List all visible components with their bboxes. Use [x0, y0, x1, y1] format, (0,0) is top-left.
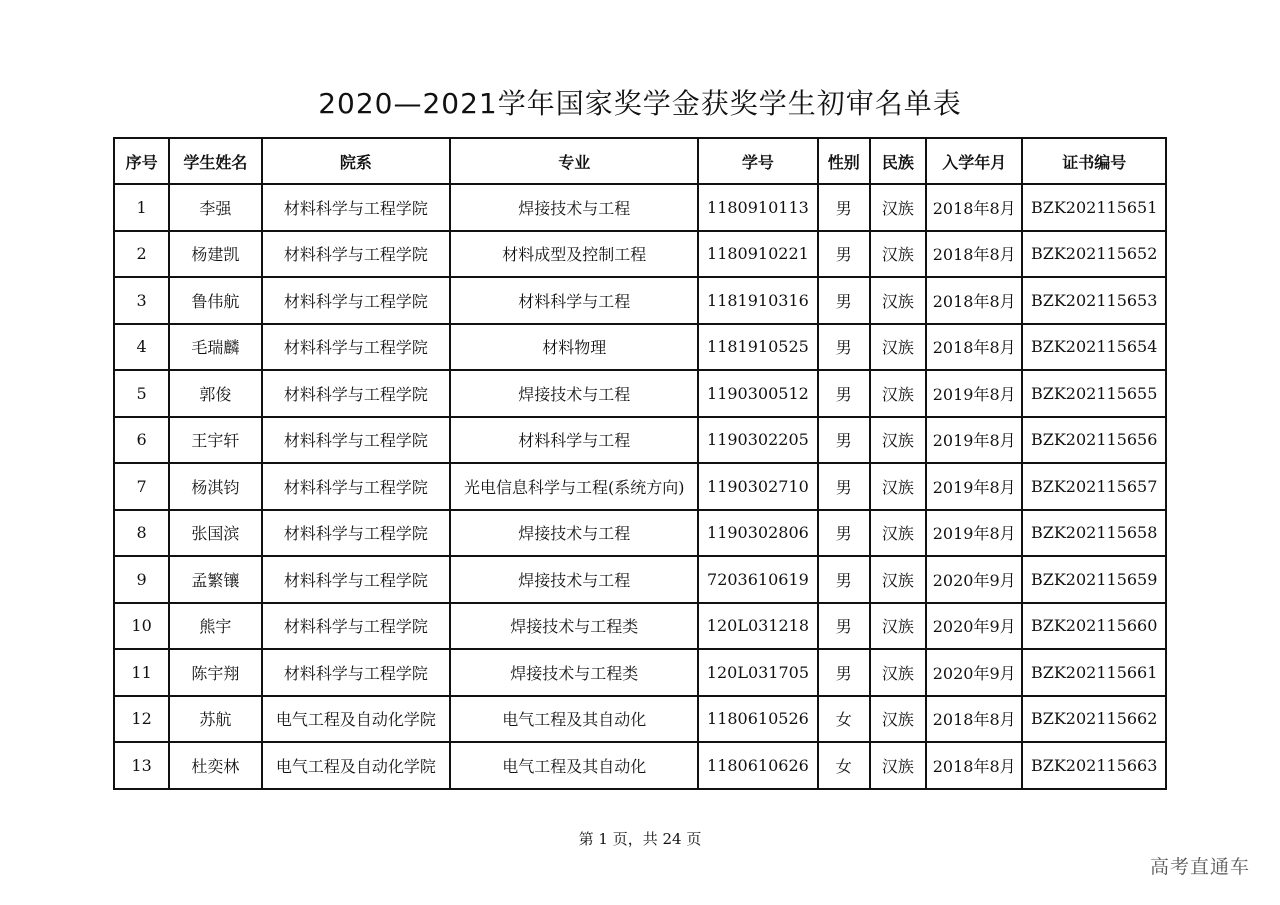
- cell-ethnicity: 汉族: [870, 603, 926, 650]
- table-row: [114, 603, 1166, 650]
- cell-major: 焊接技术与工程: [450, 556, 698, 603]
- cell-student-id: 1181910525: [698, 324, 817, 371]
- cell-gender: 男: [818, 277, 870, 324]
- cell-student-id: 1190302806: [698, 510, 817, 557]
- cell-department: 材料科学与工程学院: [262, 417, 451, 464]
- table-row: [114, 696, 1166, 743]
- header-department: 院系: [262, 138, 451, 184]
- header-certificate-number: 证书编号: [1022, 138, 1166, 184]
- cell-major: 焊接技术与工程类: [450, 649, 698, 696]
- cell-certificate-number: BZK202115659: [1022, 556, 1166, 603]
- cell-department: 电气工程及自动化学院: [262, 696, 451, 743]
- cell-major: 焊接技术与工程: [450, 510, 698, 557]
- cell-student-id: 7203610619: [698, 556, 817, 603]
- cell-ethnicity: 汉族: [870, 696, 926, 743]
- cell-department: 材料科学与工程学院: [262, 370, 451, 417]
- cell-enrollment-date: 2018年8月: [926, 742, 1022, 789]
- cell-enrollment-date: 2019年8月: [926, 463, 1022, 510]
- cell-student-name: 孟繁镶: [169, 556, 261, 603]
- cell-ethnicity: 汉族: [870, 324, 926, 371]
- cell-certificate-number: BZK202115654: [1022, 324, 1166, 371]
- cell-enrollment-date: 2018年8月: [926, 277, 1022, 324]
- header-student-id: 学号: [698, 138, 817, 184]
- cell-major: 材料物理: [450, 324, 698, 371]
- cell-gender: 男: [818, 556, 870, 603]
- cell-index: 4: [114, 324, 169, 371]
- cell-gender: 男: [818, 510, 870, 557]
- cell-student-name: 鲁伟航: [169, 277, 261, 324]
- cell-gender: 男: [818, 463, 870, 510]
- table-row: [114, 556, 1166, 603]
- cell-student-id: 1190302205: [698, 417, 817, 464]
- cell-major: 光电信息科学与工程(系统方向): [450, 463, 698, 510]
- cell-gender: 男: [818, 324, 870, 371]
- table-row: [114, 649, 1166, 696]
- header-enrollment-date: 入学年月: [926, 138, 1022, 184]
- cell-index: 6: [114, 417, 169, 464]
- cell-department: 电气工程及自动化学院: [262, 742, 451, 789]
- cell-index: 8: [114, 510, 169, 557]
- cell-certificate-number: BZK202115663: [1022, 742, 1166, 789]
- cell-student-id: 120L031218: [698, 603, 817, 650]
- cell-department: 材料科学与工程学院: [262, 277, 451, 324]
- cell-enrollment-date: 2018年8月: [926, 324, 1022, 371]
- cell-enrollment-date: 2018年8月: [926, 184, 1022, 231]
- cell-certificate-number: BZK202115653: [1022, 277, 1166, 324]
- cell-student-id: 1180610626: [698, 742, 817, 789]
- cell-index: 13: [114, 742, 169, 789]
- cell-certificate-number: BZK202115662: [1022, 696, 1166, 743]
- table-row: [114, 277, 1166, 324]
- table-row: [114, 184, 1166, 231]
- cell-student-id: 1180610526: [698, 696, 817, 743]
- cell-ethnicity: 汉族: [870, 231, 926, 278]
- cell-student-name: 杨淇钧: [169, 463, 261, 510]
- cell-index: 7: [114, 463, 169, 510]
- header-student-name: 学生姓名: [169, 138, 261, 184]
- table-row: [114, 370, 1166, 417]
- cell-gender: 男: [818, 603, 870, 650]
- table-header-row: [114, 138, 1166, 184]
- cell-ethnicity: 汉族: [870, 742, 926, 789]
- cell-ethnicity: 汉族: [870, 277, 926, 324]
- cell-student-name: 熊宇: [169, 603, 261, 650]
- header-gender: 性别: [818, 138, 870, 184]
- table-body: [114, 184, 1166, 789]
- cell-student-name: 陈宇翔: [169, 649, 261, 696]
- cell-gender: 男: [818, 370, 870, 417]
- table-row: [114, 417, 1166, 464]
- watermark: 高考直通车: [1149, 856, 1250, 878]
- cell-index: 9: [114, 556, 169, 603]
- cell-department: 材料科学与工程学院: [262, 603, 451, 650]
- cell-major: 电气工程及其自动化: [450, 696, 698, 743]
- page-footer: 第 1 页，共 24 页: [578, 830, 702, 848]
- cell-index: 5: [114, 370, 169, 417]
- cell-major: 焊接技术与工程类: [450, 603, 698, 650]
- table-row: [114, 463, 1166, 510]
- cell-gender: 男: [818, 184, 870, 231]
- cell-student-name: 苏航: [169, 696, 261, 743]
- cell-student-id: 1190302710: [698, 463, 817, 510]
- cell-gender: 男: [818, 231, 870, 278]
- cell-gender: 男: [818, 649, 870, 696]
- cell-certificate-number: BZK202115655: [1022, 370, 1166, 417]
- table-row: [114, 742, 1166, 789]
- cell-certificate-number: BZK202115660: [1022, 603, 1166, 650]
- cell-student-name: 毛瑞麟: [169, 324, 261, 371]
- header-major: 专业: [450, 138, 698, 184]
- cell-enrollment-date: 2020年9月: [926, 603, 1022, 650]
- cell-student-id: 1181910316: [698, 277, 817, 324]
- cell-enrollment-date: 2020年9月: [926, 649, 1022, 696]
- cell-gender: 女: [818, 696, 870, 743]
- cell-student-id: 1190300512: [698, 370, 817, 417]
- cell-ethnicity: 汉族: [870, 417, 926, 464]
- cell-major: 焊接技术与工程: [450, 184, 698, 231]
- cell-major: 材料成型及控制工程: [450, 231, 698, 278]
- cell-major: 材料科学与工程: [450, 417, 698, 464]
- cell-student-id: 1180910221: [698, 231, 817, 278]
- cell-department: 材料科学与工程学院: [262, 510, 451, 557]
- cell-student-name: 杜奕林: [169, 742, 261, 789]
- cell-certificate-number: BZK202115652: [1022, 231, 1166, 278]
- cell-student-name: 李强: [169, 184, 261, 231]
- cell-department: 材料科学与工程学院: [262, 324, 451, 371]
- cell-department: 材料科学与工程学院: [262, 231, 451, 278]
- cell-ethnicity: 汉族: [870, 510, 926, 557]
- cell-index: 1: [114, 184, 169, 231]
- header-ethnicity: 民族: [870, 138, 926, 184]
- cell-index: 11: [114, 649, 169, 696]
- cell-enrollment-date: 2019年8月: [926, 417, 1022, 464]
- cell-enrollment-date: 2018年8月: [926, 696, 1022, 743]
- table-row: [114, 324, 1166, 371]
- cell-student-id: 1180910113: [698, 184, 817, 231]
- cell-certificate-number: BZK202115657: [1022, 463, 1166, 510]
- cell-enrollment-date: 2019年8月: [926, 370, 1022, 417]
- cell-major: 焊接技术与工程: [450, 370, 698, 417]
- cell-department: 材料科学与工程学院: [262, 556, 451, 603]
- cell-index: 2: [114, 231, 169, 278]
- cell-certificate-number: BZK202115651: [1022, 184, 1166, 231]
- cell-major: 材料科学与工程: [450, 277, 698, 324]
- cell-certificate-number: BZK202115656: [1022, 417, 1166, 464]
- cell-student-name: 杨建凯: [169, 231, 261, 278]
- cell-department: 材料科学与工程学院: [262, 184, 451, 231]
- cell-department: 材料科学与工程学院: [262, 463, 451, 510]
- header-index: 序号: [114, 138, 169, 184]
- cell-department: 材料科学与工程学院: [262, 649, 451, 696]
- cell-student-id: 120L031705: [698, 649, 817, 696]
- cell-major: 电气工程及其自动化: [450, 742, 698, 789]
- cell-student-name: 王宇轩: [169, 417, 261, 464]
- cell-index: 3: [114, 277, 169, 324]
- cell-student-name: 郭俊: [169, 370, 261, 417]
- cell-index: 10: [114, 603, 169, 650]
- scholarship-roster-table: [113, 137, 1167, 790]
- document-title: 2020—2021学年国家奖学金获奖学生初审名单表: [318, 87, 962, 120]
- cell-gender: 男: [818, 417, 870, 464]
- cell-enrollment-date: 2018年8月: [926, 231, 1022, 278]
- cell-ethnicity: 汉族: [870, 184, 926, 231]
- cell-ethnicity: 汉族: [870, 556, 926, 603]
- cell-gender: 女: [818, 742, 870, 789]
- cell-enrollment-date: 2020年9月: [926, 556, 1022, 603]
- cell-enrollment-date: 2019年8月: [926, 510, 1022, 557]
- cell-ethnicity: 汉族: [870, 649, 926, 696]
- table-row: [114, 231, 1166, 278]
- table-row: [114, 510, 1166, 557]
- cell-index: 12: [114, 696, 169, 743]
- cell-ethnicity: 汉族: [870, 370, 926, 417]
- cell-student-name: 张国滨: [169, 510, 261, 557]
- cell-ethnicity: 汉族: [870, 463, 926, 510]
- cell-certificate-number: BZK202115661: [1022, 649, 1166, 696]
- cell-certificate-number: BZK202115658: [1022, 510, 1166, 557]
